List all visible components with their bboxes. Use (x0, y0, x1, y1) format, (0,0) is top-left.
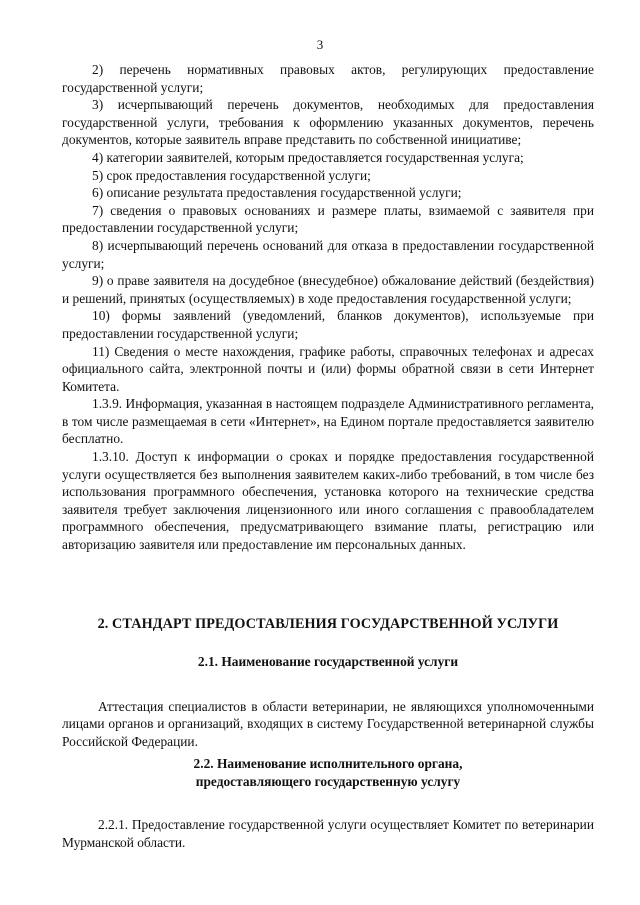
list-item: 5) срок предоставления государственной услуги; (92, 167, 371, 183)
subsection-title: 2.1. Наименование государственной услуги (197, 654, 459, 669)
subsection-text: Аттестация специалистов в области ветеринарии, не являющихся уполномоченными лицами органов и организаций, входящих в систему Государственной ветеринарной службы Российской Федерации. (62, 698, 594, 749)
list-item: 6) описание результата предоставления государственной услуги; (92, 185, 462, 201)
subsection-text: 2.2.1. Предоставление государственной услуги осуществляет Комитет по ветеринарии Мурманской области. (62, 817, 594, 850)
list-item: 10) формы заявлений (уведомлений, бланков документов), используемые при предоставлении государственной услуги; (62, 308, 594, 341)
list-item: 7) сведения о правовых основаниях и размере платы, взимаемой с заявителя при предоставлении государственной услуги; (62, 202, 594, 236)
page-number: 3 (316, 37, 324, 52)
paragraph-1-3-10: 1.3.10. Доступ к информации о сроках и порядке предоставления государственной услуги осуществляется без выполнения заявителем каких-либо требований, в том числе без использования программного обеспечения, установка которого на технические средства заявителя требует заключения лицензионного или иного соглашения с правообладателем программного обеспечения, предусматривающего взимание платы, регистрацию или авторизацию заявителя или предоставление им персональных данных. (62, 449, 594, 553)
subsection-2-2 (62, 755, 594, 851)
list-item: 9) о праве заявителя на досудебное (внесудебное) обжалование действий (бездействия) и решений, принятых (осуществляемых) в ходе предоставления государственной услуги; (62, 273, 594, 306)
body-text (62, 61, 594, 554)
subsection-2-1 (62, 653, 594, 750)
list-item: 4) категории заявителей, которым предоставляется государственная услуга; (92, 149, 524, 165)
subsection-title-line1: 2.2. Наименование исполнительного органа, (193, 756, 463, 771)
subsection-title-line2: предоставляющего государственную услугу (195, 773, 461, 789)
list-item: 8) исчерпывающий перечень оснований для отказа в предоставлении государственной услуги; (62, 237, 594, 271)
list-item: 11) Сведения о месте нахождения, графике работы, справочных телефонах и адресах официального сайта, электронной почты и (или) формы обратной связи в сети Интернет Комитета. (62, 343, 594, 394)
section-title: 2. СТАНДАРТ ПРЕДОСТАВЛЕНИЯ ГОСУДАРСТВЕННОЙ УСЛУГИ (97, 616, 559, 632)
list-item: 3) исчерпывающий перечень документов, необходимых для предоставления государственной услуги, требования к оформлению указанных документов, перечень документов, которые заявитель вправе представить по собственной инициативе; (62, 97, 594, 148)
paragraph-1-3-9: 1.3.9. Информация, указанная в настоящем подразделе Административного регламента, в том числе размещаемая в сети «Интернет», на Едином портале предоставляется заявителю бесплатно. (62, 396, 594, 447)
list-item: 2) перечень нормативных правовых актов, регулирующих предоставление государственной услуги; (62, 62, 594, 95)
